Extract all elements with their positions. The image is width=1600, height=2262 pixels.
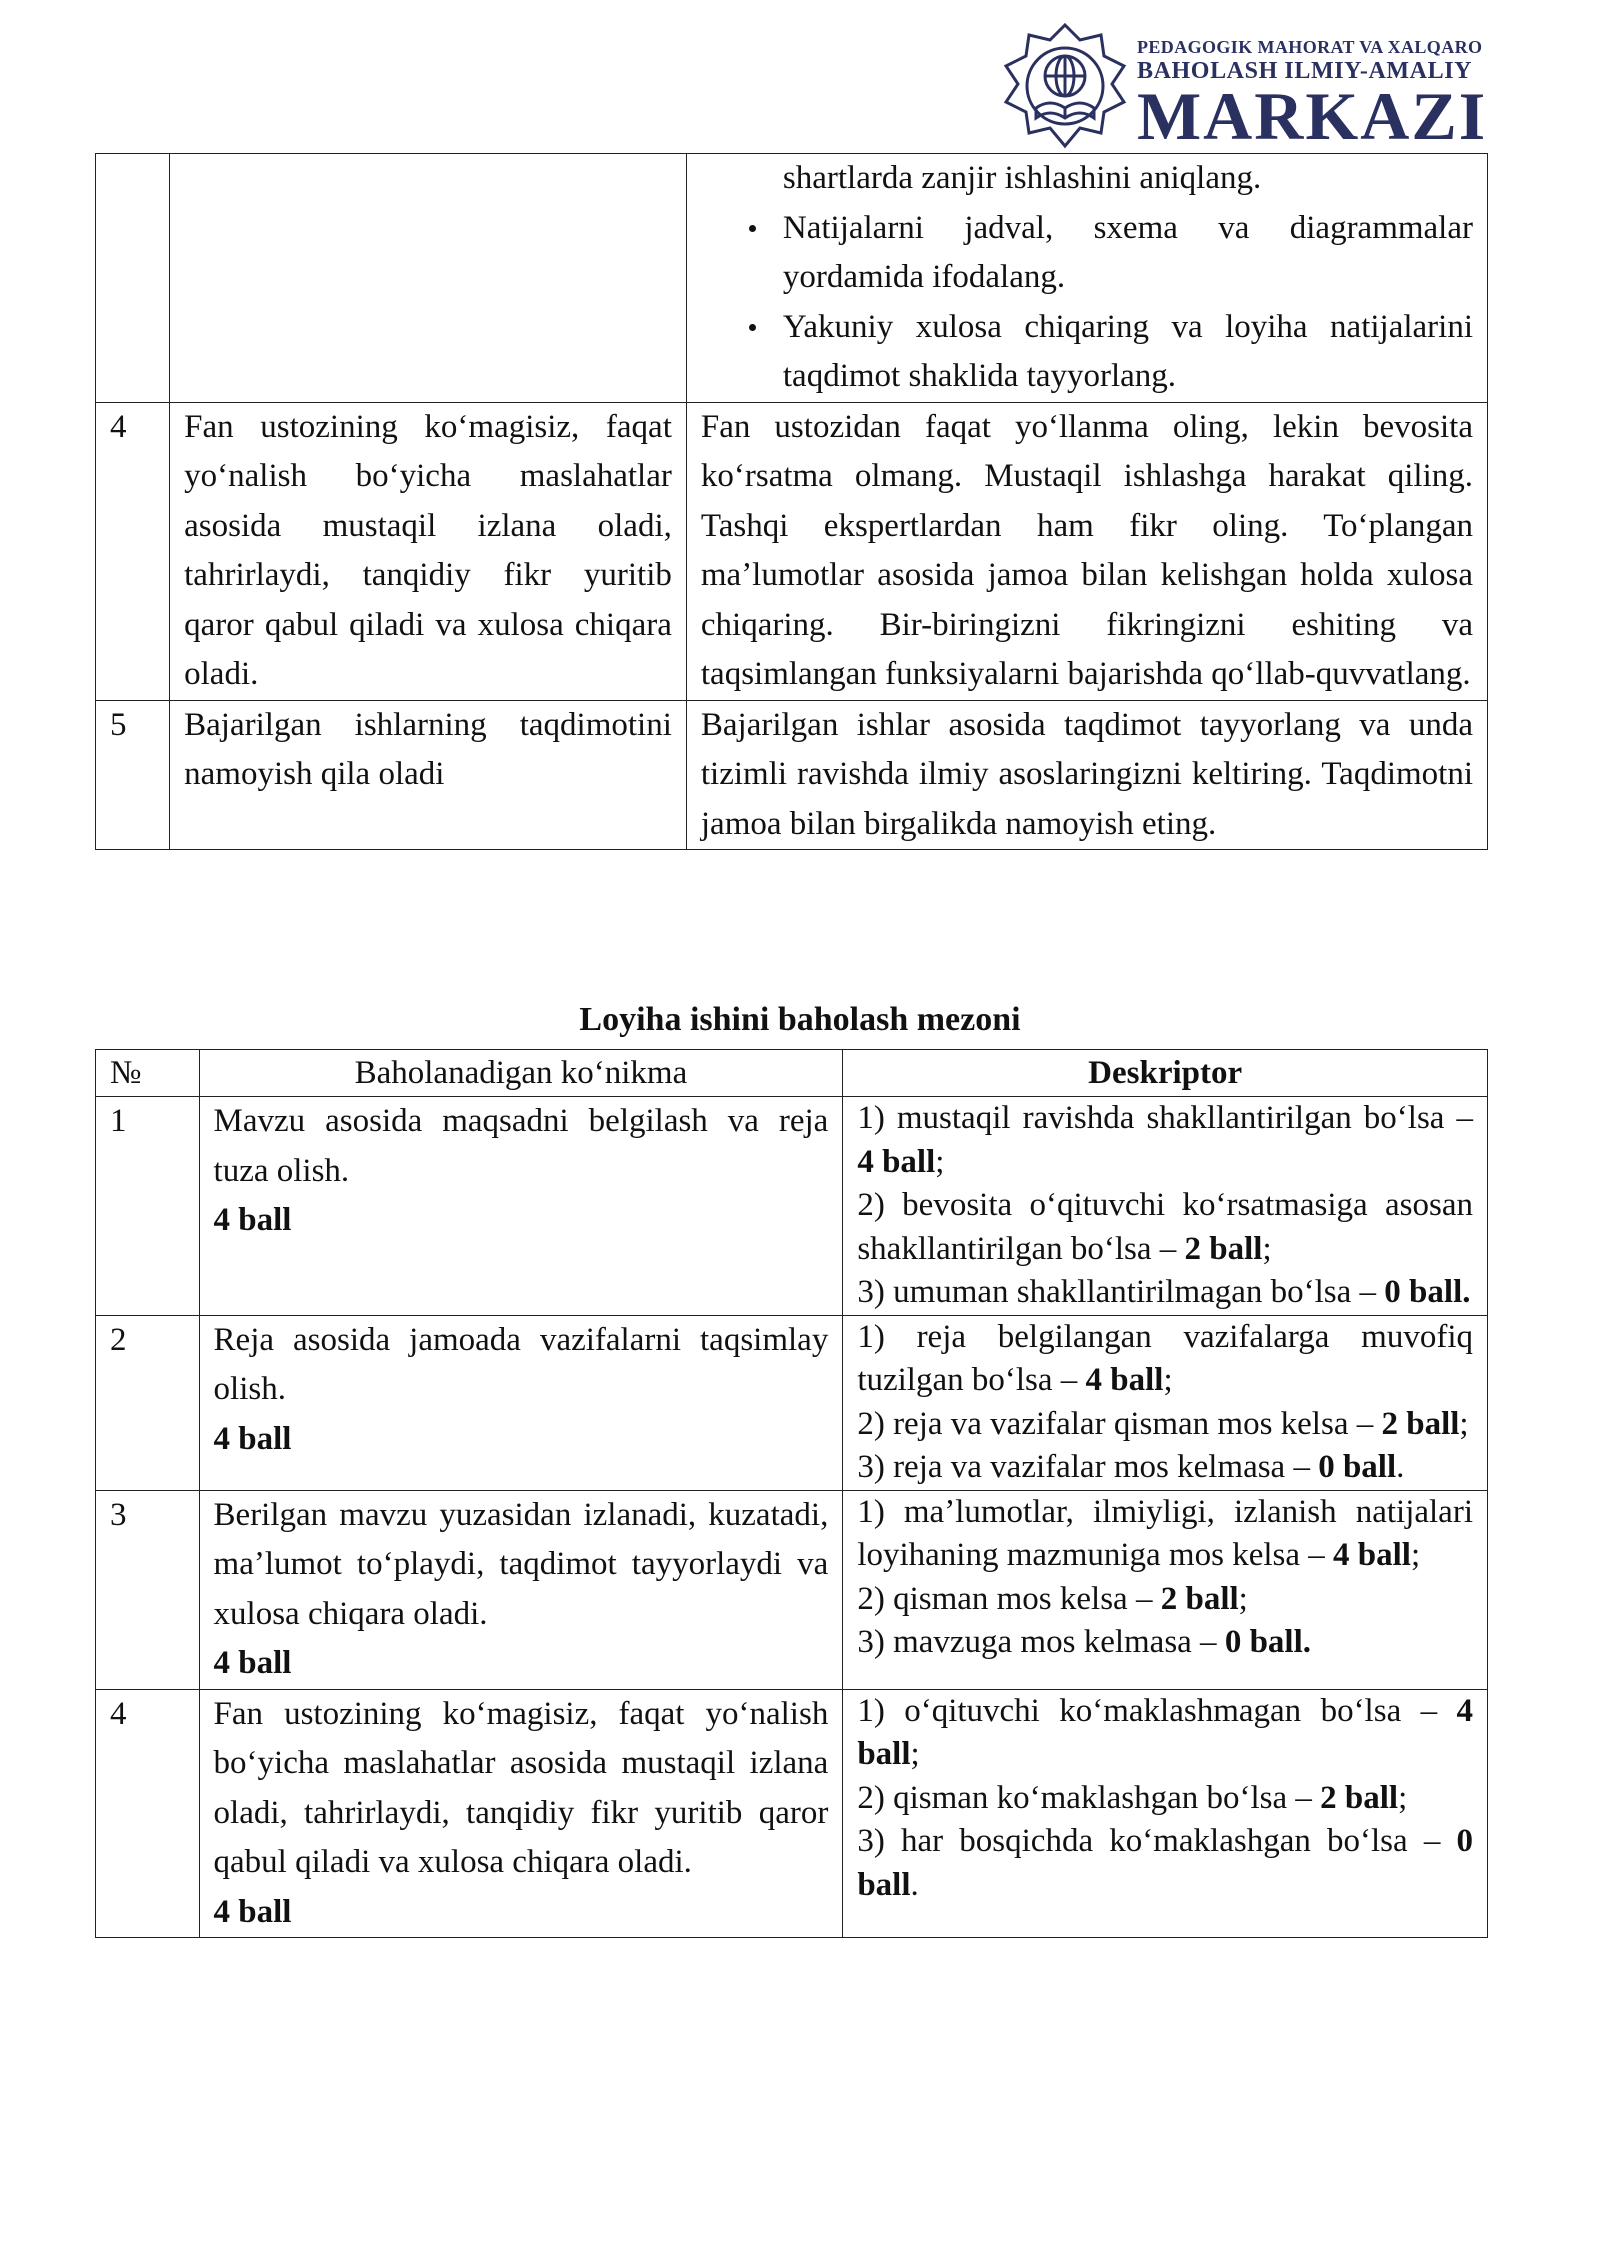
task-bullet-list (687, 154, 1473, 402)
descriptor-item: 1) oʻqituvchi koʻmaklashmagan boʻlsa – 4 ball; (857, 1692, 1473, 1772)
skill-cell (199, 1315, 843, 1490)
header-logo (1000, 22, 1490, 152)
skill-points: 4 ball (213, 1202, 292, 1238)
column-header-number: № (96, 1050, 200, 1097)
bullet-icon (749, 324, 756, 331)
skill-cell: Bajarilgan ishlarning taqdimotini namoyish qila oladi (170, 700, 687, 850)
skill-text: Fan ustozining koʻmagisiz, faqat yoʻnalish boʻyicha maslahatlar asosida mustaqil izlana oladi, tahrirlaydi, tanqidiy fikr yuritib qaror qabul qiladi va xulosa chiqara oladi. (213, 1695, 829, 1880)
table-row (96, 1490, 1488, 1689)
table-row (96, 1689, 1488, 1938)
descriptor-item: 2) qisman mos kelsa – 2 ball; (857, 1580, 1248, 1617)
skill-points: 4 ball (213, 1893, 292, 1930)
descriptor-item: 2) reja va vazifalar qisman mos kelsa – 2 ball; (857, 1405, 1469, 1442)
skill-cell (199, 1490, 843, 1689)
org-name-line1: PEDAGOGIK MAHORAT VA XALQARO (1137, 37, 1483, 57)
skill-text: Mavzu asosida maqsadni belgilash va reja tuza olish. (213, 1103, 829, 1189)
row-number (96, 154, 170, 403)
skill-cell (199, 1689, 843, 1938)
row-number: 5 (96, 700, 170, 850)
row-number: 4 (96, 1689, 200, 1938)
descriptor-cell (843, 1689, 1488, 1938)
descriptor-item: 3) mavzuga mos kelmasa – 0 ball. (857, 1624, 1312, 1660)
table-row (96, 700, 1488, 850)
list-item (687, 204, 1473, 303)
list-item-text: Natijalarni jadval, sxema va diagrammalar yordamida ifodalang. (782, 209, 1473, 295)
descriptor-cell (843, 1315, 1488, 1490)
org-name (1137, 36, 1489, 154)
list-item-text: Yakuniy xulosa chiqaring va loyiha natijalarini taqdimot shaklida tayyorlang. (782, 308, 1473, 394)
skill-cell (170, 154, 687, 403)
column-header-skill: Baholanadigan koʻnikma (199, 1050, 843, 1097)
descriptor-cell (843, 1097, 1488, 1316)
descriptor-item: 3) har bosqichda koʻmaklashgan boʻlsa – 0 ball. (857, 1823, 1473, 1903)
descriptor-item: 3) reja va vazifalar mos kelmasa – 0 ball. (857, 1449, 1405, 1485)
row-number: 3 (96, 1490, 200, 1689)
task-cell: Fan ustozidan faqat yoʻllanma oling, lekin bevosita koʻrsatma olmang. Mustaqil ishlashga harakat qiling. Tashqi ekspertlardan ham fikr oling. Toʻplangan maʼlumotlar asosida jamoa bilan kelishgan holda xulosa chiqaring. Bir-biringizni fikringizni eshiting va taqsimlangan funksiyalarni bajarishda qoʻllab-quvvatlang. (686, 402, 1487, 700)
row-number: 4 (96, 402, 170, 700)
org-name-line2: BAHOLASH ILMIY-AMALIY (1137, 58, 1473, 84)
descriptor-item: 1) maʼlumotlar, ilmiyligi, izlanish natijalari loyihaning mazmuniga mos kelsa – 4 ball; (857, 1493, 1473, 1573)
criteria-table (95, 1049, 1488, 1938)
list-item (687, 154, 1473, 204)
table-row (96, 154, 1488, 403)
descriptor-item: 3) umuman shakllantirilmagan boʻlsa – 0 ball. (857, 1274, 1471, 1310)
skill-cell (199, 1097, 843, 1316)
skill-text: Reja asosida jamoada vazifalarni taqsimlay olish. (213, 1321, 829, 1407)
descriptor-item: 1) mustaqil ravishda shakllantirilgan boʻlsa – 4 ball; (857, 1100, 1473, 1180)
bullet-icon (749, 225, 756, 232)
task-cell: Bajarilgan ishlar asosida taqdimot tayyorlang va unda tizimli ravishda ilmiy asoslaringizni keltiring. Taqdimotni jamoa bilan birgalikda namoyish eting. (686, 700, 1487, 850)
task-cell (686, 154, 1487, 403)
table-row (96, 1315, 1488, 1490)
descriptor-cell (843, 1490, 1488, 1689)
list-item (687, 303, 1473, 402)
table-header-row (96, 1050, 1488, 1097)
row-number: 1 (96, 1097, 200, 1316)
column-header-descriptor: Deskriptor (843, 1050, 1488, 1097)
table-row (96, 402, 1488, 700)
list-item-text: shartlarda zanjir ishlashini aniqlang. (782, 160, 1262, 196)
project-stages-table (95, 153, 1488, 850)
descriptor-item: 2) qisman koʻmaklashgan boʻlsa – 2 ball; (857, 1779, 1408, 1816)
descriptor-item: 2) bevosita oʻqituvchi koʻrsatmasiga asosan shakllantirilgan boʻlsa – 2 ball; (857, 1187, 1473, 1267)
org-name-line3: MARKAZI (1137, 78, 1488, 154)
center-emblem-icon (1000, 22, 1130, 152)
row-number: 2 (96, 1315, 200, 1490)
skill-points: 4 ball (213, 1645, 292, 1681)
descriptor-item: 1) reja belgilangan vazifalarga muvofiq tuzilgan boʻlsa – 4 ball; (857, 1318, 1473, 1398)
table-row (96, 1097, 1488, 1316)
criteria-title: Loyiha ishini baholash mezoni (579, 1001, 1021, 1038)
skill-text: Berilgan mavzu yuzasidan izlanadi, kuzatadi, maʼlumot toʻplaydi, taqdimot tayyorlaydi va xulosa chiqara oladi. (213, 1496, 829, 1632)
skill-cell: Fan ustozining koʻmagisiz, faqat yoʻnalish boʻyicha maslahatlar asosida mustaqil izlana oladi, tahrirlaydi, tanqidiy fikr yuritib qaror qabul qiladi va xulosa chiqara oladi. (170, 402, 687, 700)
skill-points: 4 ball (213, 1420, 292, 1457)
